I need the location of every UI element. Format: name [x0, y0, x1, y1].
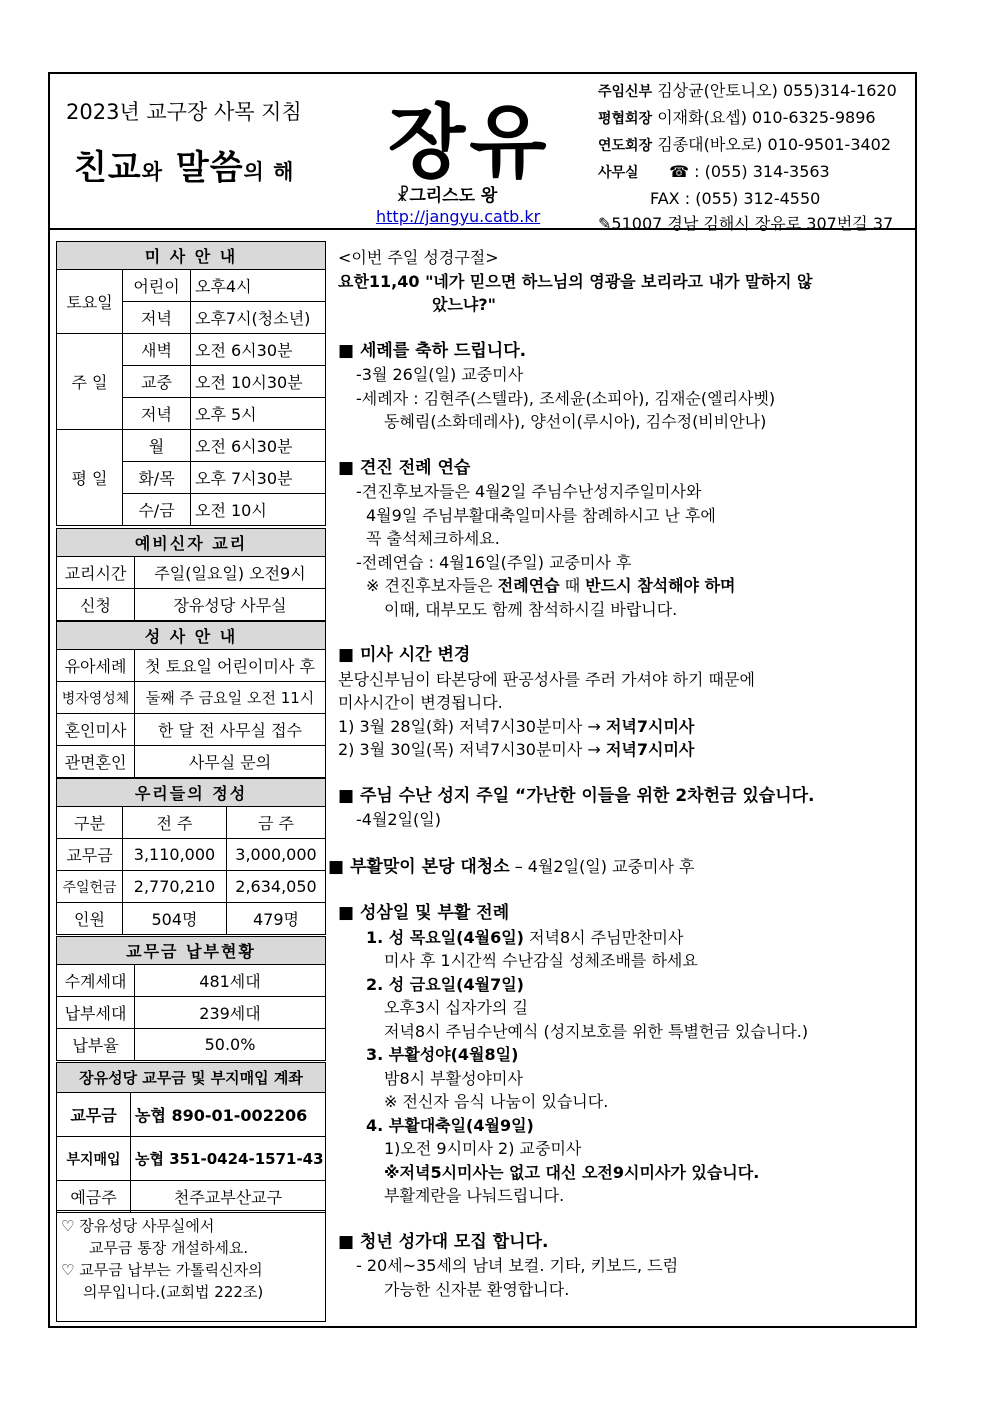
text: 1) 3월 28일(화) 저녁7시30분미사 →	[338, 716, 606, 736]
text: 때	[559, 576, 586, 595]
cell: 유아세례	[57, 650, 135, 682]
cell: 3,110,000	[123, 839, 227, 871]
text: 저녁8시 주님만찬미사	[523, 927, 684, 947]
sacraments-table	[56, 621, 326, 778]
text-line: 1)오전 9시미사 2) 교중미사	[384, 1139, 582, 1158]
cell: 납부세대	[57, 997, 135, 1029]
contact-row: FAX : (055) 312-4550	[650, 189, 821, 208]
cell: 오전 10시30분	[191, 366, 326, 398]
cell: 새벽	[123, 334, 191, 366]
sacraments-heading: 성 사 안 내	[57, 622, 326, 650]
cell: 239세대	[135, 997, 326, 1029]
text: ※ 견진후보자들은	[366, 576, 498, 595]
cell: 504명	[123, 903, 227, 935]
triduum-title: ■ 성삼일 및 부활 전례	[338, 903, 510, 923]
catechumen-table	[56, 528, 326, 621]
mass-schedule-table	[56, 241, 326, 526]
text-line: 미사시간이 변경됩니다.	[338, 693, 503, 712]
text-line	[338, 926, 913, 950]
contact-row: 연도회장 김종대(바오로) 010-9501-3402	[598, 135, 892, 154]
cell: 교무금	[57, 839, 123, 871]
text-line: 4월9일 주님부활대축일미사를 참례하시고 난 후에	[366, 505, 716, 525]
text-line: ※ 전신자 음식 나눔이 있습니다.	[384, 1092, 609, 1111]
cell: 수/금	[123, 494, 191, 526]
cell: 저녁	[123, 398, 191, 430]
contact-row: 평협회장 이재화(요셉) 010-6325-9896	[598, 108, 876, 127]
confirmation-title: ■ 견진 전례 연습	[338, 457, 471, 478]
cell: 3,000,000	[227, 839, 326, 871]
dues-table	[56, 936, 326, 1061]
text: – 4월2일(일) 교중미사 후	[509, 856, 695, 876]
text-line: -4월2일(일)	[356, 810, 441, 829]
cell: 인원	[57, 903, 123, 935]
masstime-title: ■ 미사 시간 변경	[338, 645, 471, 665]
slogan-word1: 친교	[74, 148, 142, 188]
text: ■ 부활맞이 본당 대청소	[328, 856, 510, 877]
contact-row: ✎51007 경남 김해시 장유로 307번길 37	[598, 214, 894, 233]
slogan-main	[74, 140, 294, 189]
sun-label: 주 일	[57, 334, 123, 430]
cell: 수계세대	[57, 965, 135, 997]
text-line: ※저녁5시미사는 없고 대신 오전9시미사가 있습니다.	[384, 1162, 760, 1182]
dues-note	[56, 1210, 326, 1322]
cell: 납부율	[57, 1029, 135, 1061]
text-line	[338, 738, 913, 762]
cell: 한 달 전 사무실 접수	[135, 714, 326, 746]
cell: 오후 7시30분	[191, 462, 326, 494]
contact-list	[598, 78, 897, 236]
column-header: 전 주	[123, 807, 227, 839]
cell: 주일(일요일) 오전9시	[135, 557, 326, 589]
text-line: 4. 부활대축일(4월9일)	[366, 1115, 534, 1135]
cell: 479명	[227, 903, 326, 935]
text-line: 꼭 출석체크하세요.	[366, 529, 500, 548]
cell: 신청	[57, 589, 135, 621]
cell: 장유성당 사무실	[135, 589, 326, 621]
cell: 오전 10시	[191, 494, 326, 526]
slogan-word2: 말씀	[175, 148, 244, 188]
text-line: 저녁8시 주님수난예식 (성지보호를 위한 특별헌금 있습니다.)	[384, 1021, 809, 1041]
text: 전례연습	[497, 576, 560, 595]
cell: 교중	[123, 366, 191, 398]
baptism-title: ■ 세례를 축하 드립니다.	[338, 340, 527, 361]
slogan-conn1: 와	[141, 160, 163, 184]
gospel-line: 았느냐?"	[432, 295, 496, 314]
cell: 첫 토요일 어린이미사 후	[135, 650, 326, 682]
text-line: 미사 후 1시간씩 수난감실 성체조배를 하세요	[384, 951, 698, 970]
cell: 오후 5시	[191, 398, 326, 430]
cell: 481세대	[135, 965, 326, 997]
note-line: ♡ 교무금 납부는 가톨릭신자의	[61, 1261, 263, 1279]
text-line: 3. 부활성야(4월8일)	[366, 1045, 519, 1064]
cell: 오전 6시30분	[191, 430, 326, 462]
parish-url-link[interactable]: http://jangyu.catb.kr	[376, 207, 541, 226]
slogan-year: 2023년 교구장 사목 지침	[66, 100, 302, 124]
contact-row: 주임신부 김상균(안토니오) 055)314-1620	[598, 81, 897, 100]
weekday-label: 평 일	[57, 430, 123, 526]
text-line: -3월 26일(일) 교중미사	[356, 365, 524, 384]
text-line: 본당신부님이 타본당에 판공성사를 주러 가셔야 하기 때문에	[338, 669, 755, 689]
text-line	[338, 574, 913, 598]
text-line: -세례자 : 김현주(스텔라), 조세윤(소피아), 김재순(엘리사벳)	[356, 388, 776, 408]
accounts-heading: 장유성당 교무금 및 부지매입 계좌	[57, 1063, 326, 1093]
cell: 농협 890-01-002206	[131, 1093, 326, 1137]
palm-sunday-title: ■ 주님 수난 성지 주일 “가난한 이들을 위한 2차헌금 있습니다.	[338, 785, 815, 806]
cell: 어린이	[123, 270, 191, 302]
offering-heading: 우리들의 정성	[57, 779, 326, 807]
accounts-table	[56, 1062, 326, 1213]
cell: 2,770,210	[123, 871, 227, 903]
cell: 저녁	[123, 302, 191, 334]
text-line: -전례연습 : 4월16일(주일) 교중미사 후	[356, 552, 632, 572]
cell: 사무실 문의	[135, 746, 326, 778]
cell: 교리시간	[57, 557, 135, 589]
text-line: 오후3시 십자가의 길	[384, 998, 528, 1017]
note-line: ♡ 장유성당 사무실에서	[61, 1217, 215, 1235]
cell: 관면혼인	[57, 746, 135, 778]
contact-row: 사무실 ☎ : (055) 314-3563	[598, 162, 830, 181]
text-line: 부활계란을 나눠드립니다.	[384, 1186, 565, 1205]
text-line: 가능한 신자분 환영합니다.	[384, 1279, 570, 1299]
note-line: 교무금 통장 개설하세요.	[89, 1239, 249, 1257]
parish-subtitle: ☧그리스도 왕	[396, 186, 498, 206]
sat-label: 토요일	[57, 270, 123, 334]
cell: 오후7시(청소년)	[191, 302, 326, 334]
cell: 월	[123, 430, 191, 462]
text: 저녁7시미사	[605, 716, 695, 736]
text-line: - 20세~35세의 남녀 보컬. 기타, 키보드, 드럼	[356, 1256, 679, 1275]
text-line: 2. 성 금요일(4월7일)	[366, 974, 524, 994]
text-line: 이때, 대부모도 함께 참석하시길 바랍니다.	[384, 599, 678, 619]
cell: 농협 351-0424-1571-43	[131, 1137, 326, 1181]
cell: 오전 6시30분	[191, 334, 326, 366]
slogan-conn2: 의 해	[243, 160, 295, 184]
cell: 화/목	[123, 462, 191, 494]
choir-title: ■ 청년 성가대 모집 합니다.	[338, 1231, 549, 1252]
dues-heading: 교무금 납부현황	[57, 937, 326, 965]
gospel-title: <이번 주일 성경구절>	[338, 248, 499, 267]
cell: 둘째 주 금요일 오전 11시	[135, 682, 326, 714]
text: 저녁7시미사	[605, 740, 695, 759]
text-line: 동혜림(소화데레사), 양선이(루시아), 김수정(비비안나)	[384, 412, 767, 431]
mass-heading: 미 사 안 내	[57, 242, 326, 270]
bulletin-content	[328, 246, 913, 1301]
text-line	[338, 715, 913, 739]
page-title: 장유	[388, 96, 551, 189]
cell: 병자영성체	[57, 682, 135, 714]
text: 1. 성 목요일(4월6일)	[366, 927, 524, 947]
text-line: 밤8시 부활성야미사	[384, 1068, 523, 1088]
cell: 예금주	[57, 1181, 131, 1213]
text: 반드시 참석해야 하며	[585, 576, 736, 595]
text: 2) 3월 30일(목) 저녁7시30분미사 →	[338, 740, 606, 759]
cell: 교무금	[57, 1093, 131, 1137]
cell: 천주교부산교구	[131, 1181, 326, 1213]
gospel-line: 요한11,40 "네가 믿으면 하느님의 영광을 보리라고 내가 말하지 않	[338, 271, 813, 291]
cell: 부지매입	[57, 1137, 131, 1181]
cell: 오후4시	[191, 270, 326, 302]
column-header: 금 주	[227, 807, 326, 839]
offering-table	[56, 778, 326, 935]
note-line: 의무입니다.(교회법 222조)	[83, 1283, 264, 1301]
column-header: 구분	[57, 807, 123, 839]
cell: 혼인미사	[57, 714, 135, 746]
text-line: -견진후보자들은 4월2일 주님수난성지주일미사와	[356, 482, 702, 501]
catechumen-heading: 예비신자 교리	[57, 529, 326, 557]
cleaning-line	[328, 855, 913, 880]
cell: 주일헌금	[57, 871, 123, 903]
cell: 50.0%	[135, 1029, 326, 1061]
cell: 2,634,050	[227, 871, 326, 903]
